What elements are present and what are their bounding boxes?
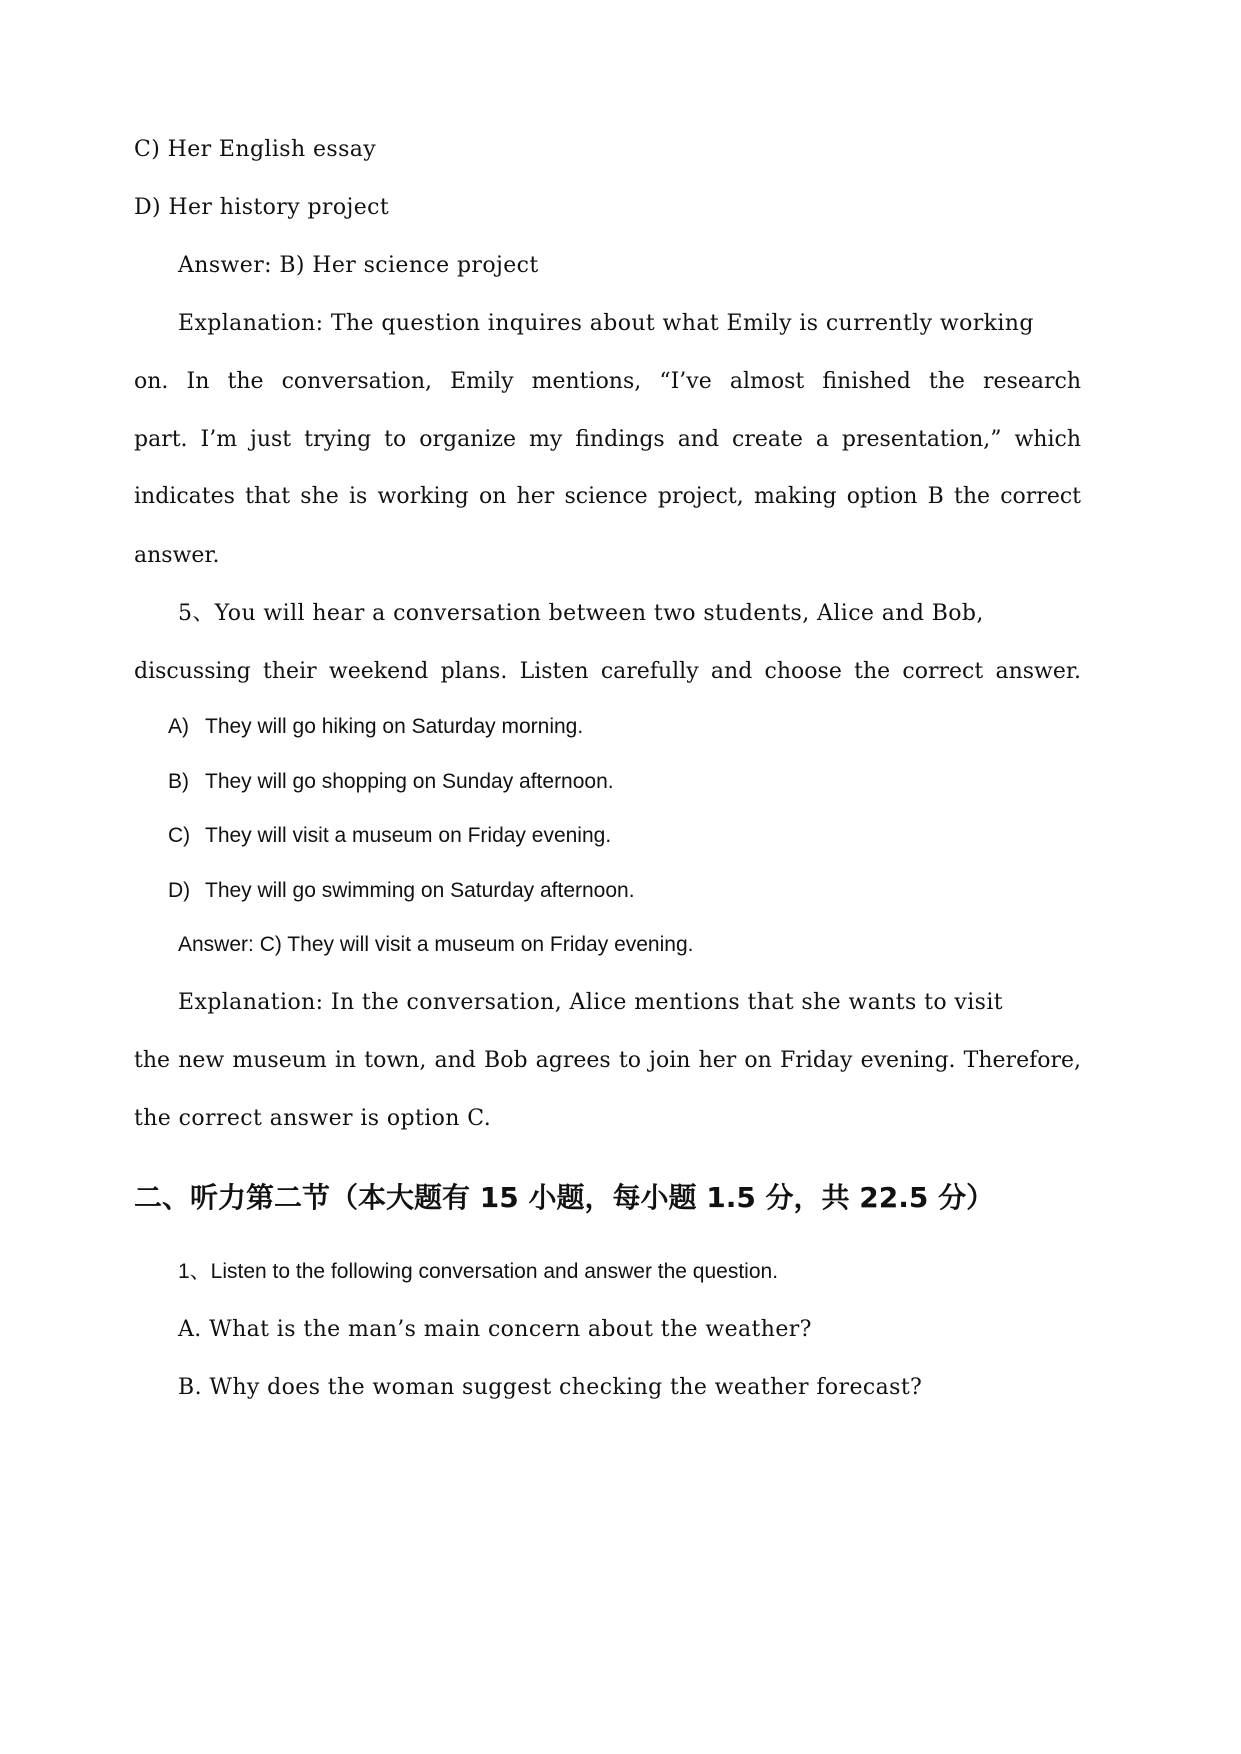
- q5-explanation-line-2: the new museum in town, and Bob agrees to join her on Friday evening. Therefore,: [134, 1048, 1081, 1073]
- q5-option-a-letter: A): [168, 715, 189, 738]
- q5-prompt-line-1: 5、You will hear a conversation between two students, Alice and Bob,: [178, 601, 984, 626]
- q5-option-c-letter: C): [168, 824, 191, 847]
- q4-explanation-line-2: on. In the conversation, Emily mentions, “I’ve almost finished the research: [134, 369, 1081, 394]
- s2-q1-prompt: 1、Listen to the following conversation and answer the question.: [178, 1260, 779, 1283]
- q4-explanation-line-1: Explanation: The question inquires about what Emily is currently working: [178, 311, 1034, 336]
- q4-explanation-line-5: answer.: [134, 543, 220, 568]
- q5-option-d: [168, 876, 635, 906]
- q5-answer: Answer: C) They will visit a museum on Friday evening.: [178, 933, 694, 956]
- s2-q1-option-b: B. Why does the woman suggest checking the weather forecast?: [178, 1375, 923, 1400]
- q4-explanation-line-3: part. I’m just trying to organize my findings and create a presentation,” which: [134, 427, 1081, 452]
- q4-option-c: C) Her English essay: [134, 137, 377, 162]
- q4-option-d: D) Her history project: [134, 195, 390, 220]
- q4-answer: Answer: B) Her science project: [178, 253, 539, 278]
- q5-option-c: [168, 821, 611, 851]
- section-2-heading: 二、听力第二节（本大题有 15 小题，每小题 1.5 分，共 22.5 分）: [134, 1181, 995, 1214]
- s2-q1-option-a: A. What is the man’s main concern about the weather?: [178, 1317, 812, 1342]
- q4-explanation-line-4: indicates that she is working on her science project, making option B the correct: [134, 484, 1081, 509]
- q5-prompt-line-2: discussing their weekend plans. Listen carefully and choose the correct answer.: [134, 659, 1081, 684]
- q5-option-d-letter: D): [168, 879, 191, 902]
- q5-option-b-text: They will go shopping on Sunday afternoon.: [205, 770, 614, 793]
- q5-option-c-text: They will visit a museum on Friday evening.: [205, 824, 612, 847]
- q5-option-b-letter: B): [168, 770, 189, 793]
- q5-option-a: [168, 712, 583, 742]
- q5-option-a-text: They will go hiking on Saturday morning.: [205, 715, 584, 738]
- q5-option-b: [168, 767, 614, 797]
- q5-explanation-line-1: Explanation: In the conversation, Alice mentions that she wants to visit: [178, 990, 1004, 1015]
- q5-option-d-text: They will go swimming on Saturday afternoon.: [205, 879, 635, 902]
- q5-explanation-line-3: the correct answer is option C.: [134, 1106, 492, 1131]
